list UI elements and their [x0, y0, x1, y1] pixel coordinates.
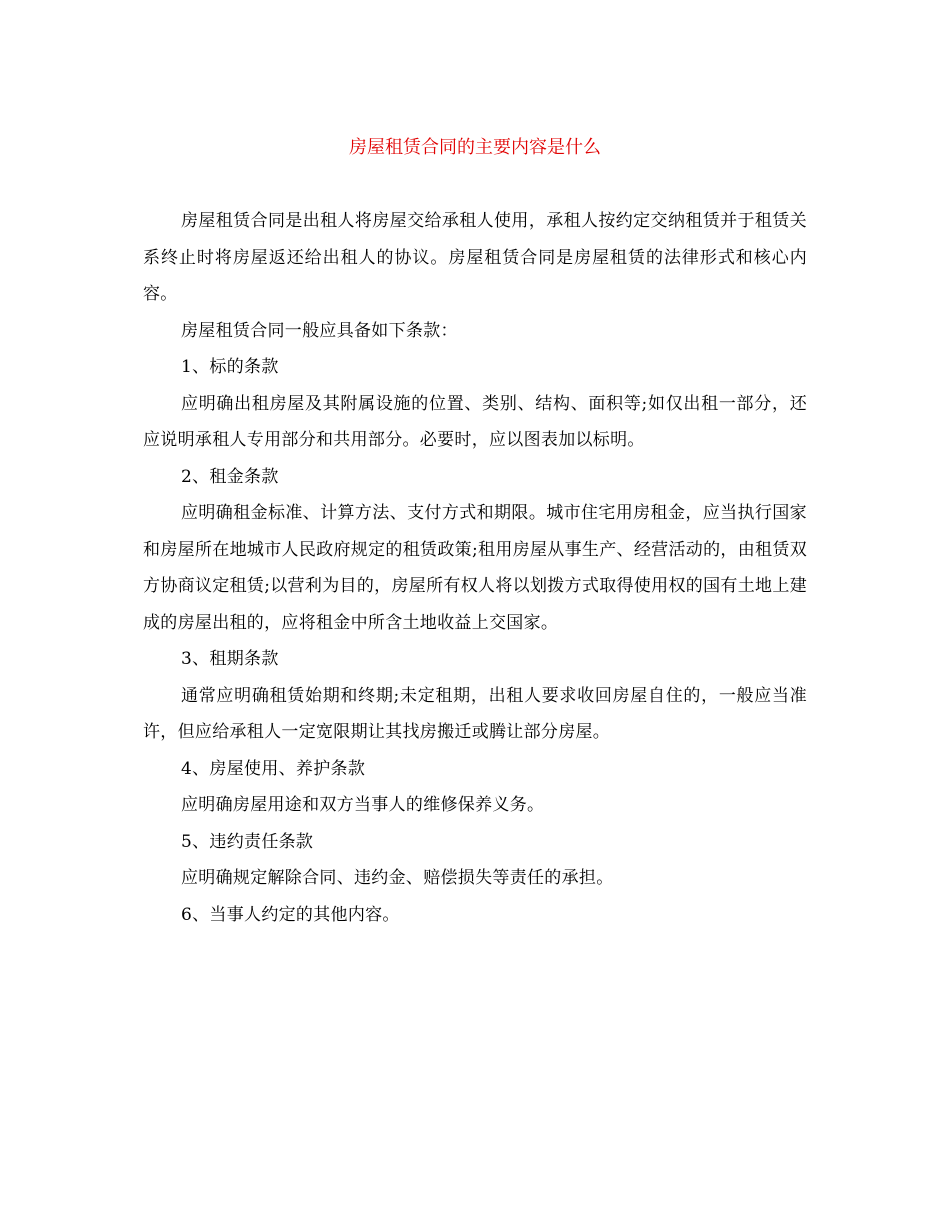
clause-heading-subject: 1、标的条款	[181, 357, 279, 377]
clause-body-liability: 应明确规定解除合同、违约金、赔偿损失等责任的承担。	[181, 868, 614, 888]
clause-heading-term: 3、租期条款	[181, 649, 279, 669]
paragraph-intro: 房屋租赁合同是出租人将房屋交给承租人使用，承租人按约定交纳租赁并于租赁关系终止时将房屋返还给出租人的协议。房屋租赁合同是房屋租赁的法律形式和核心内容。	[143, 211, 807, 304]
clause-body-term: 通常应明确租赁始期和终期;未定租期，出租人要求收回房屋自住的，一般应当准许，但应给承租人一定宽限期让其找房搬迁或腾让部分房屋。	[143, 685, 807, 742]
clause-heading-rent: 2、租金条款	[181, 466, 279, 487]
clause-body-use-maintenance: 应明确房屋用途和双方当事人的维修保养义务。	[181, 795, 545, 815]
clause-heading-use-maintenance: 4、房屋使用、养护条款	[181, 758, 366, 779]
clause-body-subject: 应明确出租房屋及其附属设施的位置、类别、结构、面积等;如仅出租一部分，还应说明承租人专用部分和共用部分。必要时，应以图表加以标明。	[143, 393, 807, 450]
paragraph-clauses-lead: 房屋租赁合同一般应具备如下条款：	[181, 320, 458, 341]
clause-body-rent: 应明确租金标准、计算方法、支付方式和期限。城市住宅用房租金，应当执行国家和房屋所在地城市人民政府规定的租赁政策;租用房屋从事生产、经营活动的，由租赁双方协商议定租赁;以营利为目的，房屋所有权人将以划拨方式取得使用权的国有土地上建成的房屋出租的，应将租金中所含土地收益上交国家。	[143, 503, 807, 633]
document-title: 房屋租赁合同的主要内容是什么	[349, 137, 601, 158]
clause-heading-other: 6、当事人约定的其他内容。	[181, 904, 400, 925]
clause-heading-liability: 5、违约责任条款	[181, 831, 314, 852]
document-body	[143, 203, 807, 933]
